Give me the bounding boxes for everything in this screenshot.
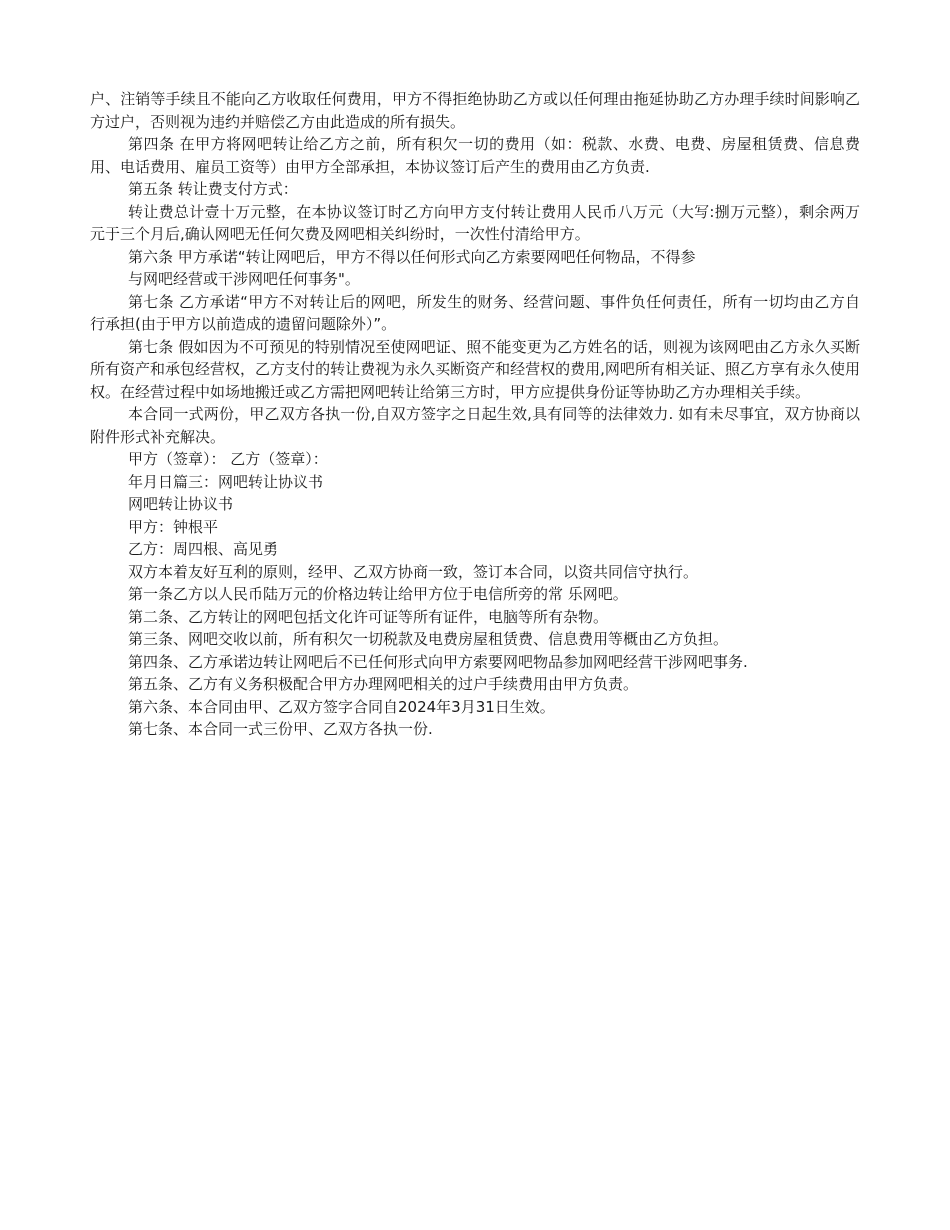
- clause-5: 第五条、乙方有义务积极配合甲方办理网吧相关的过户手续费用由甲方负责。: [128, 675, 639, 693]
- date-and-section-title: 年月日篇三：网吧转让协议书: [128, 472, 324, 491]
- party-a: 甲方：钟根平: [128, 517, 219, 536]
- clause-4: 第四条、乙方承诺边转让网吧后不已任何形式向甲方索要网吧物品参加网吧经营干涉网吧事务.: [128, 652, 748, 671]
- preamble: 双方本着友好互利的原则，经甲、乙双方协商一致，签订本合同，以资共同信守执行。: [128, 562, 699, 581]
- paragraph-article-5-heading: 第五条 转让费支付方式：: [128, 180, 298, 198]
- paragraph-article-5-body: 转让费总计壹十万元整，在本协议签订时乙方向甲方支付转让费用人民币八万元（大写:捌万元整），剩余两万元于三个月后,确认网吧无任何欠费及网吧相关纠纷时，一次性付清给甲方。: [90, 202, 860, 243]
- paragraph-article-7a: 第七条 乙方承诺“甲方不对转让后的网吧，所发生的财务、经营问题、事件负任何责任，所有一切均由乙方自行承担(由于甲方以前造成的遗留问题除外）”。: [90, 292, 860, 333]
- paragraph-article-6-line-2: 与网吧经营或干涉网吧任何事务"。: [128, 270, 360, 288]
- paragraph-article-3-continued: 户、注销等手续且不能向乙方收取任何费用，甲方不得拒绝协助乙方或以任何理由拖延协助乙方办理手续时间影响乙方过户，否则视为违约并赔偿乙方由此造成的所有损失。: [90, 90, 860, 131]
- paragraph-article-6-line-1: 第六条 甲方承诺“转让网吧后，甲方不得以任何形式向乙方索要网吧任何物品，不得参: [128, 247, 696, 266]
- clause-2: 第二条、乙方转让的网吧包括文化许可证等所有证件，电脑等所有杂物。: [128, 607, 609, 626]
- document-page: [90, 88, 860, 741]
- clause-7: 第七条、本合同一式三份甲、乙双方各执一份.: [128, 720, 433, 738]
- clause-1: 第一条乙方以人民币陆万元的价格边转让给甲方位于电信所旁的常 乐网吧。: [128, 585, 628, 603]
- signature-line: 甲方（签章）： 乙方（签章）：: [128, 450, 328, 468]
- paragraph-copies-clause: 本合同一式两份，甲乙双方各执一份,自双方签字之日起生效,具有同等的法律效力. 如有未尽事宜，双方协商以附件形式补充解决。: [90, 405, 860, 446]
- agreement-title: 网吧转让协议书: [128, 495, 234, 513]
- party-b: 乙方：周四根、高见勇: [128, 540, 279, 558]
- clause-6: 第六条、本合同由甲、乙双方签字合同自2024年3月31日生效。: [128, 697, 555, 716]
- paragraph-article-4: 第四条 在甲方将网吧转让给乙方之前，所有积欠一切的费用（如：税款、水费、电费、房屋租赁费、信息费用、电话费用、雇员工资等）由甲方全部承担，本协议签订后产生的费用由乙方负责.: [90, 135, 860, 176]
- paragraph-article-7b: 第七条 假如因为不可预见的特别情况至使网吧证、照不能变更为乙方姓名的话，则视为该网吧由乙方永久买断所有资产和承包经营权，乙方支付的转让费视为永久买断资产和经营权的费用,网吧所有相关证、照乙方享有永久使用权。在经营过程中如场地搬迁或乙方需把网吧转让给第三方时，甲方应提供身份证等协助乙方办理相关手续。: [90, 337, 860, 401]
- clause-3: 第三条、网吧交收以前，所有积欠一切税款及电费房屋租赁费、信息费用等概由乙方负担。: [128, 630, 729, 648]
